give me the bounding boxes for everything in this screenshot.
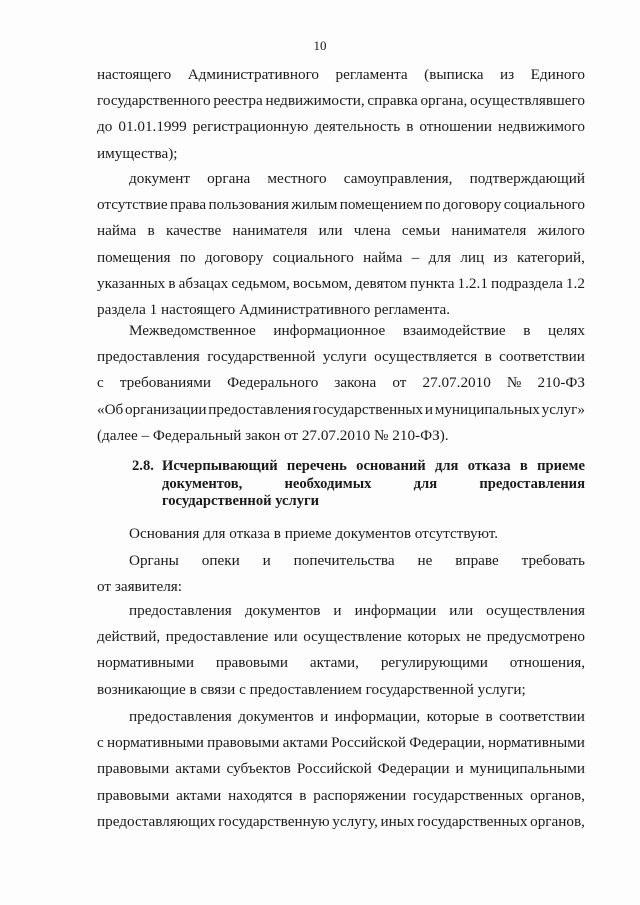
text-line: от заявителя: [97,578,183,596]
text-line: Органы опеки и попечительства не вправе требовать [129,552,585,569]
heading-line: государственной услуги [162,493,320,509]
section-number: 2.8. [132,458,154,474]
page-number: 10 [313,38,327,53]
heading-line: документов, необходимых для предоставления [162,475,585,492]
text-line: (далее – Федеральный закон от 27.07.2010 № 210-ФЗ). [97,426,449,444]
text-line: настоящего Административного регламента (выписка из Единого [97,66,585,83]
text-line: с требованиями Федерального закона от 27.07.2010 № 210-ФЗ [97,374,585,392]
text-line: указанных в абзацах седьмом, восьмом, девятом пункта 1.2.1 подраздела 1.2 [97,274,585,292]
text-line: Межведомственное информационное взаимодействие в целях [129,322,585,339]
text-line: раздела 1 настоящего Административного регламента. [97,301,451,319]
text-line: предоставления документов и информации, которые в соответствии [129,708,585,725]
text-line: нормативными правовыми актами, регулирующими отношения, [97,654,585,672]
text-line: «Об организации предоставления государственных и муниципальных услуг» [97,400,585,418]
text-line: правовыми актами субъектов Российской Федерации и муниципальными [97,760,585,778]
text-line: действий, предоставление или осуществление которых не предусмотрено [97,628,585,646]
text-line: отсутствие права пользования жилым помещением по договору социального [97,196,585,214]
text-line: с нормативными правовыми актами Российской Федерации, нормативными [97,734,585,752]
text-line: найма в качестве нанимателя или члена семьи нанимателя жилого [97,222,585,240]
text-line: правовыми актами находятся в распоряжении государственных органов, [97,786,585,804]
text-line: предоставления документов и информации или осуществления [129,602,585,619]
paragraph-guardianship-bodies [97,548,585,600]
text-line: предоставляющих государственную услугу, иных государственных органов, [97,812,585,830]
section-heading-2-8 [132,458,585,511]
paragraph-local-authority-document [97,166,585,323]
text-line: возникающие в связи с предоставлением государственной услуги; [97,680,526,698]
text-line: предоставления государственной услуги осуществляется в соответствии [97,348,585,366]
text-line: имущества); [97,144,178,162]
paragraph-no-extra-documents [97,598,585,703]
text-line: до 01.01.1999 регистрационную деятельность в отношении недвижимого [97,118,585,136]
paragraph-cadastre-extract [97,62,585,167]
text-line: Основания для отказа в приеме документов отсутствуют. [129,525,499,542]
paragraph-interagency-interaction [97,318,585,449]
text-line: помещения по договору социального найма – для лиц из категорий, [97,248,585,266]
heading-text: Исчерпывающий перечень оснований для отказа в приеме [162,458,585,474]
paragraph-documents-in-possession [97,704,585,835]
text-line: документ органа местного самоуправления, подтверждающий [129,170,585,187]
paragraph-no-refusal-grounds [97,521,585,547]
text-line: государственного реестра недвижимости, справка органа, осуществлявшего [97,92,585,110]
heading-line [132,458,585,476]
